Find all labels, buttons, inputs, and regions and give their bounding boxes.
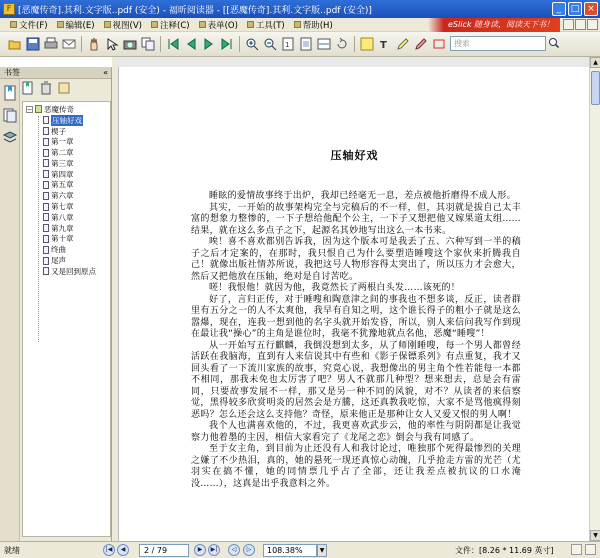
menu-edit[interactable] <box>53 19 99 31</box>
page-bookmark-icon <box>43 267 49 275</box>
bookmark-panel <box>0 67 112 541</box>
doc-restore-icon[interactable] <box>575 19 586 30</box>
actual-size-icon[interactable] <box>281 37 295 51</box>
body-paragraph: 我个人也满喜欢他的，不过，我更喜欢武步云，他的率性与阴阴都是让我觉察力他着墨的主因，相信大家看完了《龙尾之恋》倒会与我有同感了。 <box>191 421 521 443</box>
body-paragraph: 嗟！我恨他！就因为他，我竟然长了两根白头发……该死的！ <box>209 283 461 293</box>
bookmark-item-label: 第五章 <box>51 180 74 190</box>
rotate-icon[interactable] <box>335 37 349 51</box>
bookmark-item-label: 尾声 <box>51 256 66 266</box>
bookmark-item[interactable] <box>23 244 110 255</box>
prev-page-icon[interactable] <box>184 37 198 51</box>
tools-menu-icon <box>247 21 254 28</box>
copy-icon[interactable] <box>141 37 155 51</box>
bookmark-item[interactable] <box>23 223 110 234</box>
bookmark-item[interactable] <box>23 158 110 169</box>
title-bar <box>0 0 600 18</box>
collapse-node-icon[interactable]: − <box>27 105 33 113</box>
bookmark-item[interactable] <box>23 190 110 201</box>
bookmark-tree <box>22 101 111 537</box>
doc-close-icon[interactable] <box>587 19 598 30</box>
bookmark-item-label: 第十章 <box>51 234 74 244</box>
bookmarks-tab-icon[interactable] <box>2 85 18 101</box>
delete-bookmark-icon[interactable] <box>40 81 52 95</box>
menu-help[interactable] <box>290 19 337 31</box>
status-bar <box>0 541 600 558</box>
typewriter-icon[interactable] <box>378 37 392 51</box>
app-logo-icon: F <box>3 3 15 15</box>
pages-tab-icon[interactable] <box>2 107 18 123</box>
page-bookmark-icon <box>43 235 49 243</box>
scroll-thumb[interactable] <box>591 71 600 105</box>
toolbar-separator <box>160 36 161 52</box>
menu-help-label: 帮助(H) <box>302 20 333 31</box>
page-bookmark-icon <box>43 149 49 157</box>
bookmark-item[interactable] <box>23 266 110 277</box>
collapse-panel-button[interactable]: « <box>103 68 108 77</box>
page-bookmark-icon <box>43 170 49 178</box>
bookmark-item-label: 第七章 <box>51 202 74 212</box>
bookmark-item-label: 第四章 <box>51 169 74 179</box>
book-icon <box>35 105 42 113</box>
search-icon[interactable] <box>548 37 560 49</box>
bookmark-item-label: 压轴好戏 <box>52 115 82 125</box>
forward-view-button[interactable]: ▷ <box>243 544 255 556</box>
menu-form[interactable] <box>195 19 242 31</box>
bookmark-root[interactable] <box>23 104 110 115</box>
body-paragraph: 至于女主角，到目前为止还没有人和我讨论过，唯独那个死得最惨烈的关理之嫌了不少热泪，真的，她的悬死一现还真惊心动魄，几乎抢走方雷的光芒（尤羽实在搞不懂，她的同情票几乎占了全部，还让我差点被抗议的口水淹没……），这真是出乎我意料之外。 <box>191 444 521 489</box>
snapshot-icon[interactable] <box>123 37 137 51</box>
document-window-controls <box>563 19 598 30</box>
zoom-dropdown-icon[interactable]: ▼ <box>317 544 327 557</box>
bookmark-item[interactable] <box>23 126 110 137</box>
body-paragraph: 其实，一开始的故事架构完全与完稿后的不一样，但，其羽就是拔自己太丰富的想象力整惨的，一下子想给他配个公主，一下子又想把他又嫁果道太组……结果，就在这么多点子之下，起源名其妙地写出这么一本书来。 <box>191 202 521 236</box>
chapter-body <box>191 191 521 490</box>
note-icon[interactable] <box>360 37 374 51</box>
menu-file-label: 文件(F) <box>19 20 48 31</box>
menu-file[interactable] <box>6 19 52 31</box>
continuous-page-icon[interactable] <box>585 544 596 555</box>
prev-page-button[interactable]: ◀ <box>117 544 129 556</box>
eslick-banner[interactable]: eSlick 随身读，阅读天下书！ <box>428 18 560 32</box>
bookmark-item-label: 第一章 <box>51 137 74 147</box>
bookmark-label: 恶魔传奇 <box>44 104 74 114</box>
menu-edit-label: 编辑(E) <box>65 20 95 31</box>
body-paragraph: 从一开始写五行麒麟，我倒没想到太多，从了师刚睡嗖，每一个男人都曾经活跃在我脑海，直到有人来信说其中有些和《影子保镖系列》有点重复，我才又回头看了一下流川家族的故事，究竟心说，我想像出的男主角个性若能每一本都不相同，那我未免也太厉害了吧？男人不就那几种型？想来想去，总是会有雷同，只要故事发展不一样，那又是另一种不同的风貌，对不？从读者的来信察觉，黑得较多欣赏明炎的居然会是方騰，这还真教我吃惊，大家不是骂他疯得刻恶吗？怎么还会这么支持他？奇怪，原来他正是那种让女人又爱又恨的男人啊！ <box>191 340 521 420</box>
bookmark-item-label: 第六章 <box>51 191 74 201</box>
bookmark-children <box>23 115 110 277</box>
open-icon[interactable] <box>8 37 22 51</box>
bookmark-item[interactable] <box>23 180 110 191</box>
file-menu-icon <box>10 21 17 28</box>
form-menu-icon <box>199 21 206 28</box>
page-bookmark-icon <box>43 257 49 265</box>
page-bookmark-icon <box>43 246 49 254</box>
bookmark-options-icon[interactable] <box>58 81 70 95</box>
bookmark-tools <box>22 81 70 95</box>
body-paragraph: 好了，言归正传，对于睡嗖和陶意津之间的事我也不想多谈，反正，读者群里有五分之一的人不太爽他，我早有自知之明，这个谁长得子的粗小子就是这么嚣爆，现在，连我一想到他的名字头就开始发昏，所以，别人来信问我写作到现在最让我“操心”的主角是谁位时，我毫不犹豫地就点名他，恶魔“睡嗖”！ <box>191 294 521 339</box>
new-bookmark-icon[interactable] <box>22 81 34 95</box>
bookmark-item[interactable] <box>23 136 110 147</box>
panel-tabs <box>0 79 20 541</box>
bookmark-item[interactable] <box>23 212 110 223</box>
bookmark-item-label: 第八章 <box>51 212 74 222</box>
page-bookmark-icon <box>43 159 49 167</box>
last-page-icon[interactable] <box>220 37 234 51</box>
bookmark-item-label: 第二章 <box>51 148 74 158</box>
select-text-icon[interactable] <box>105 37 119 51</box>
bookmark-item-label: 第九章 <box>51 223 74 233</box>
save-icon[interactable] <box>26 37 40 51</box>
edit-menu-icon <box>57 21 64 28</box>
svg-text:T: T <box>380 40 387 51</box>
page-bookmark-icon <box>43 224 49 232</box>
print-icon[interactable] <box>44 37 58 51</box>
first-page-button[interactable]: |◀ <box>103 544 115 556</box>
status-ready-text: 就绪 <box>4 546 20 555</box>
maximize-button[interactable]: □ <box>568 2 582 16</box>
page-bookmark-icon <box>43 192 49 200</box>
doc-minimize-icon[interactable] <box>563 19 574 30</box>
menu-view[interactable] <box>100 19 146 31</box>
document-area <box>118 57 589 541</box>
page-number-input[interactable]: 2 / 79 <box>139 544 189 557</box>
window-controls <box>552 2 598 16</box>
menu-comment-label: 注释(C) <box>160 20 190 31</box>
fit-page-icon[interactable] <box>299 37 313 51</box>
rectangle-icon[interactable] <box>432 37 446 51</box>
toolbar-separator <box>239 36 240 52</box>
chapter-title: 压轴好戏 <box>330 149 379 162</box>
menu-form-label: 表单(O) <box>207 20 238 31</box>
menu-comment[interactable] <box>147 19 194 31</box>
bookmark-item-label: 第三章 <box>51 158 74 168</box>
scroll-up-icon[interactable]: ▲ <box>590 57 600 68</box>
bookmark-item-label: 终曲 <box>51 245 66 255</box>
email-icon[interactable] <box>62 37 76 51</box>
svg-text:1: 1 <box>285 41 290 49</box>
page-bookmark-icon <box>43 213 49 221</box>
page-bookmark-icon <box>43 116 49 124</box>
last-page-button[interactable]: ▶| <box>208 544 220 556</box>
layers-tab-icon[interactable] <box>2 129 18 145</box>
bookmark-item[interactable] <box>23 255 110 266</box>
toolbar-separator <box>81 36 82 52</box>
bookmark-item[interactable] <box>23 147 110 158</box>
page-bookmark-icon <box>43 127 49 135</box>
bookmark-item[interactable] <box>23 234 110 245</box>
page-bookmark-icon <box>43 181 49 189</box>
comment-menu-icon <box>151 21 158 28</box>
minimize-button[interactable]: _ <box>552 2 566 16</box>
window-title: [恶魔传奇].其利.文字版..pdf (安全) - 福昕阅读器 - [[恶魔传奇].其利.文字版..pdf (安全)] <box>18 5 372 16</box>
menu-view-label: 视图(V) <box>112 20 142 31</box>
highlight-icon[interactable] <box>396 37 410 51</box>
bookmark-item[interactable] <box>23 201 110 212</box>
view-menu-icon <box>104 21 111 28</box>
page-bookmark-icon <box>43 138 49 146</box>
body-paragraph: 唉！喜不喜欢都别告诉我，因为这个版本可是我丢了五、六种写到一半的稿子之后才定案的，在那时，我只恨自己为什么要塑造睡嗖这个家伙来折腾我自己！就像出版社情苏所说，我把这号人物形容得太突出了，所以压力才会愈大，然后又把他放在压轴，绝对是自讨苦吃。 <box>191 237 521 282</box>
fit-width-icon[interactable] <box>317 37 331 51</box>
zoom-in-icon[interactable] <box>245 37 259 51</box>
bookmark-panel-header <box>0 67 111 79</box>
bookmark-item-label: 楔子 <box>51 126 66 136</box>
scroll-down-icon[interactable]: ▼ <box>590 530 600 541</box>
first-page-icon[interactable] <box>166 37 180 51</box>
bookmark-item-label: 又是回到原点 <box>51 266 96 276</box>
bookmark-item[interactable] <box>23 169 110 180</box>
search-input[interactable]: 搜索 <box>450 36 546 51</box>
next-page-button[interactable]: ▶ <box>194 544 206 556</box>
page-bookmark-icon <box>43 203 49 211</box>
back-view-button[interactable]: ◁ <box>228 544 240 556</box>
toolbar-separator <box>354 36 355 52</box>
menu-tools[interactable] <box>243 19 289 31</box>
next-page-icon[interactable] <box>202 37 216 51</box>
pdf-page <box>118 67 589 541</box>
page-size-info: 文件：[8.26 * 11.69 英寸] <box>455 546 554 555</box>
status-icons <box>571 544 596 555</box>
close-button[interactable]: × <box>584 2 598 16</box>
pencil-icon[interactable] <box>414 37 428 51</box>
body-paragraph: 睡眩的爱情故事终于出炉，我却已经毫无一息，差点被他折磨得不成人形。 <box>209 191 516 201</box>
zoom-out-icon[interactable] <box>263 37 277 51</box>
vertical-scrollbar[interactable] <box>589 57 600 541</box>
single-page-icon[interactable] <box>571 544 582 555</box>
hand-tool-icon[interactable] <box>87 37 101 51</box>
zoom-level-input[interactable]: 108.38% <box>263 544 317 557</box>
bookmark-item[interactable] <box>23 115 110 126</box>
bookmark-panel-title: 书签 <box>4 68 20 77</box>
menu-tools-label: 工具(T) <box>255 20 285 31</box>
help-menu-icon <box>294 21 301 28</box>
